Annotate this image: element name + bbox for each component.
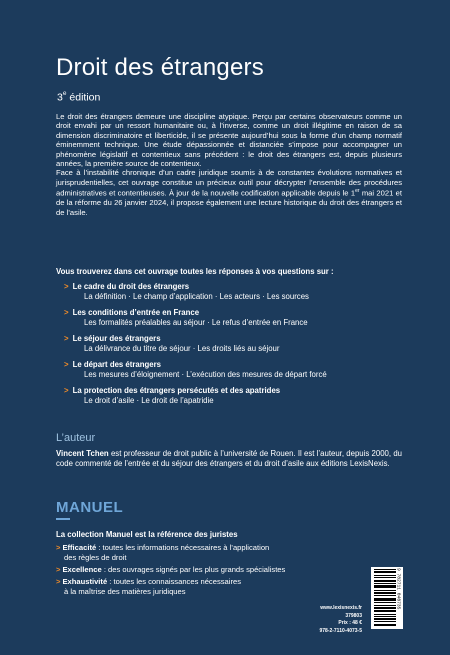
topic-title: Le séjour des étrangers — [72, 334, 161, 343]
topic-item — [64, 308, 404, 328]
product-code: 379803 — [345, 612, 362, 619]
topic-item — [64, 334, 404, 354]
barcode-bar — [374, 590, 396, 591]
intro-p2-part-a: Face à l’instabilité chronique d’un cadre juridique soumis à de constantes évolutions normatives et jurisprudentielles, cet ouvrage constitue un précieux outil pour décrypter l’ensemble des procédures administratives et contentieuses. À jour de la nouvelle codification applicable depuis le 1 — [56, 168, 402, 198]
barcode-bar — [374, 583, 396, 584]
feature-text: : des ouvrages signés par les plus grands spécialistes — [101, 565, 286, 574]
feature-item — [56, 565, 326, 575]
barcode-bar — [374, 625, 396, 626]
manuel-logo: MANUEL — [56, 499, 124, 516]
barcode-bar — [374, 599, 396, 600]
topic-detail: La définition · Le champ d’application · Les acteurs · Les sources — [84, 292, 309, 301]
chevron-right-icon: > — [56, 543, 61, 552]
intro-paragraph-2 — [56, 168, 402, 217]
barcode-bar — [374, 593, 396, 594]
feature-text-continued: des règles de droit — [64, 553, 127, 562]
feature-text-continued: à la maîtrise des matières juridiques — [64, 587, 186, 596]
barcode-bar — [374, 618, 396, 619]
edition-number: 3 — [57, 91, 63, 104]
feature-label: Exhaustivité — [62, 577, 108, 586]
topic-item — [64, 360, 404, 380]
collection-heading: La collection Manuel est la référence des juristes — [56, 530, 238, 539]
book-title: Droit des étrangers — [56, 54, 264, 81]
barcode-bar — [374, 614, 396, 615]
topic-title: La protection des étrangers persécutés et des apatrides — [72, 386, 281, 395]
chevron-right-icon: > — [64, 360, 69, 369]
chevron-right-icon: > — [64, 334, 69, 343]
topic-title: Le départ des étrangers — [72, 360, 161, 369]
barcode-bar — [374, 600, 396, 601]
topic-detail: Les formalités préalables au séjour · Le refus d’entrée en France — [84, 318, 308, 327]
intro-p2-sup: er — [355, 188, 360, 195]
barcode-bar — [374, 577, 396, 578]
barcode-bar — [374, 580, 396, 581]
barcode-bar — [374, 595, 396, 596]
author-heading: L’auteur — [56, 432, 96, 444]
barcode-bar — [374, 575, 396, 576]
feature-text: : toutes les connaissances nécessaires — [107, 577, 241, 586]
chevron-right-icon: > — [56, 565, 61, 574]
barcode-bar — [374, 619, 396, 620]
chevron-right-icon: > — [64, 282, 69, 291]
topic-list — [64, 282, 404, 412]
barcode-bar — [374, 598, 396, 599]
feature-item — [56, 577, 326, 597]
feature-item — [56, 543, 326, 563]
barcode-bar — [374, 569, 396, 570]
barcode-bar — [374, 572, 396, 573]
barcode-bar — [374, 605, 396, 606]
barcode-bar — [374, 587, 396, 588]
topic-title: Les conditions d’entrée en France — [72, 308, 200, 317]
barcode-bar — [374, 602, 396, 603]
questions-heading: Vous trouverez dans cet ouvrage toutes les réponses à vos questions sur : — [56, 267, 334, 276]
topic-item — [64, 386, 404, 406]
feature-text: : toutes les informations nécessaires à l’application — [96, 543, 270, 552]
topic-title: Le cadre du droit des étrangers — [72, 282, 190, 291]
barcode-bar — [374, 624, 396, 625]
barcode-digits: 9 782711 040735 — [395, 568, 401, 610]
price-label: Prix : 48 € — [338, 620, 362, 627]
author-name: Vincent Tchen — [56, 449, 109, 458]
publisher-website: www.lexisnexis.fr — [320, 605, 362, 611]
barcode-bar — [374, 586, 396, 587]
intro-text — [56, 112, 402, 217]
edition-text: édition — [66, 91, 101, 104]
barcode-bar — [374, 608, 396, 609]
barcode-bar — [374, 616, 396, 617]
barcode-bar — [374, 571, 396, 572]
barcode-bar — [374, 621, 396, 622]
topic-detail: La délivrance du titre de séjour · Les droits liés au séjour — [84, 344, 280, 353]
publisher-info — [319, 605, 362, 635]
intro-paragraph-1: Le droit des étrangers demeure une discipline atypique. Perçu par certains observateurs comme un droit envahi par un ressort humanitaire ou, à l’inverse, comme un droit illégitime en raison de sa dimension discriminatoire et liberticide, il se présente aujourd’hui sous la forme d’un champ normatif éminemment technique. Une étude dépassionnée et distanciée s’impose pour accompagner un phénomène législatif et contentieux sans précédent : le droit des étrangers est, depuis plusieurs années, la première source de contentieux. — [56, 112, 402, 169]
chevron-right-icon: > — [56, 577, 61, 586]
intro-p2-part-b: mai 2021 et de la réforme du 26 janvier 2024, il propose également une lecture historique du droit des étrangers et de l’asile. — [56, 188, 402, 217]
chevron-right-icon: > — [64, 308, 69, 317]
barcode-icon — [374, 569, 396, 627]
edition-label — [57, 92, 100, 103]
collection-features — [56, 543, 326, 599]
topic-detail: Les mesures d’éloignement · L’exécution des mesures de départ forcé — [84, 370, 327, 379]
topic-detail: Le droit d’asile · Le droit de l’apatridie — [84, 396, 214, 405]
barcode-bar — [374, 607, 396, 608]
barcode-bar — [374, 581, 396, 582]
barcode-bar — [374, 610, 396, 611]
author-bio-text: est professeur de droit public à l’université de Rouen. Il est l’auteur, depuis 2000, du code commenté de l’entrée et du séjour des étrangers et du droit d’asile aux éditions LexisNexis. — [56, 449, 402, 468]
feature-label: Excellence — [62, 565, 102, 574]
barcode-bar — [374, 611, 396, 612]
topic-item — [64, 282, 404, 302]
edition-sup: e — [62, 90, 67, 97]
isbn-label: 978-2-7110-4073-5 — [319, 627, 362, 634]
manuel-logo-underline — [56, 518, 70, 520]
barcode-bar — [374, 585, 396, 586]
barcode-bar — [374, 592, 396, 593]
feature-label: Efficacité — [62, 543, 97, 552]
author-bio — [56, 449, 402, 469]
chevron-right-icon: > — [64, 386, 69, 395]
